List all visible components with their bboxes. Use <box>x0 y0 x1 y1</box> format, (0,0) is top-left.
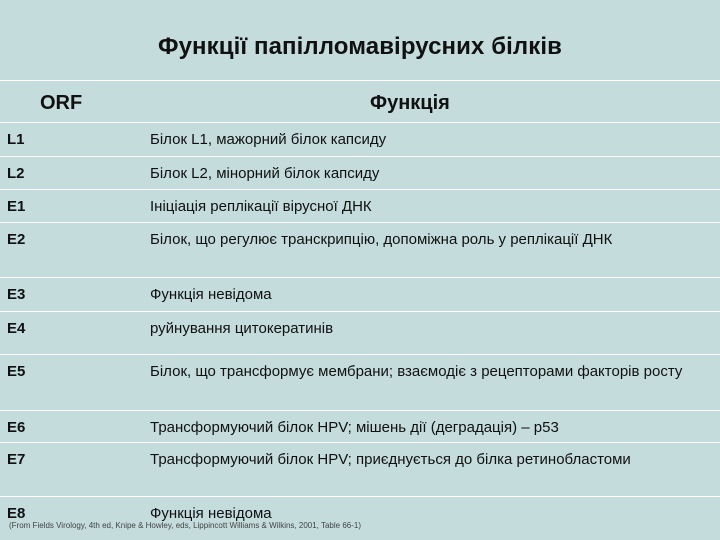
orf-cell: L2 <box>7 165 25 182</box>
function-cell: Трансформуючий білок HPV; мішень дії (деградація) – p53 <box>150 419 559 436</box>
orf-cell: E8 <box>7 505 26 522</box>
orf-cell: E3 <box>7 286 26 303</box>
function-cell: Ініціація реплікації вірусної ДНК <box>150 198 372 215</box>
function-cell: Функція невідома <box>150 505 272 522</box>
column-header-function: Функція <box>370 92 450 114</box>
orf-cell: E1 <box>7 198 26 215</box>
table-row <box>0 123 720 157</box>
orf-cell: E7 <box>7 451 26 468</box>
function-cell: Білок L2, мінорний білок капсиду <box>150 165 380 182</box>
orf-cell: E2 <box>7 231 26 248</box>
table-row <box>0 497 720 540</box>
table-header-row <box>0 80 720 123</box>
table-row <box>0 157 720 190</box>
function-cell: Білок, що регулює транскрипцію, допоміжна роль у реплікації ДНК <box>150 231 613 248</box>
function-cell: руйнування цитокератинів <box>150 320 334 337</box>
table-row <box>0 278 720 312</box>
function-cell: Трансформуючий білок HPV; приєднується до білка ретинобластоми <box>150 451 631 468</box>
table-row <box>0 223 720 278</box>
table-row <box>0 443 720 497</box>
table-row <box>0 355 720 411</box>
source-citation: (From Fields Virology, 4th ed, Knipe & Howley, eds, Lippincott Williams & Wilkins, 2001, Table 66-1) <box>9 521 361 530</box>
page-title: Функції папілломавірусних білків <box>158 33 562 60</box>
orf-cell: L1 <box>7 131 25 148</box>
table-row <box>0 312 720 355</box>
orf-cell: E4 <box>7 320 26 337</box>
function-cell: Функція невідома <box>150 286 272 303</box>
table-row <box>0 411 720 443</box>
table-row <box>0 190 720 223</box>
column-header-orf: ORF <box>40 92 83 114</box>
orf-cell: E6 <box>7 419 26 436</box>
function-cell: Білок, що трансформує мембрани; взаємодіє з рецепторами факторів росту <box>150 363 683 380</box>
function-cell: Білок L1, мажорний білок капсиду <box>150 131 387 148</box>
orf-cell: E5 <box>7 363 26 380</box>
